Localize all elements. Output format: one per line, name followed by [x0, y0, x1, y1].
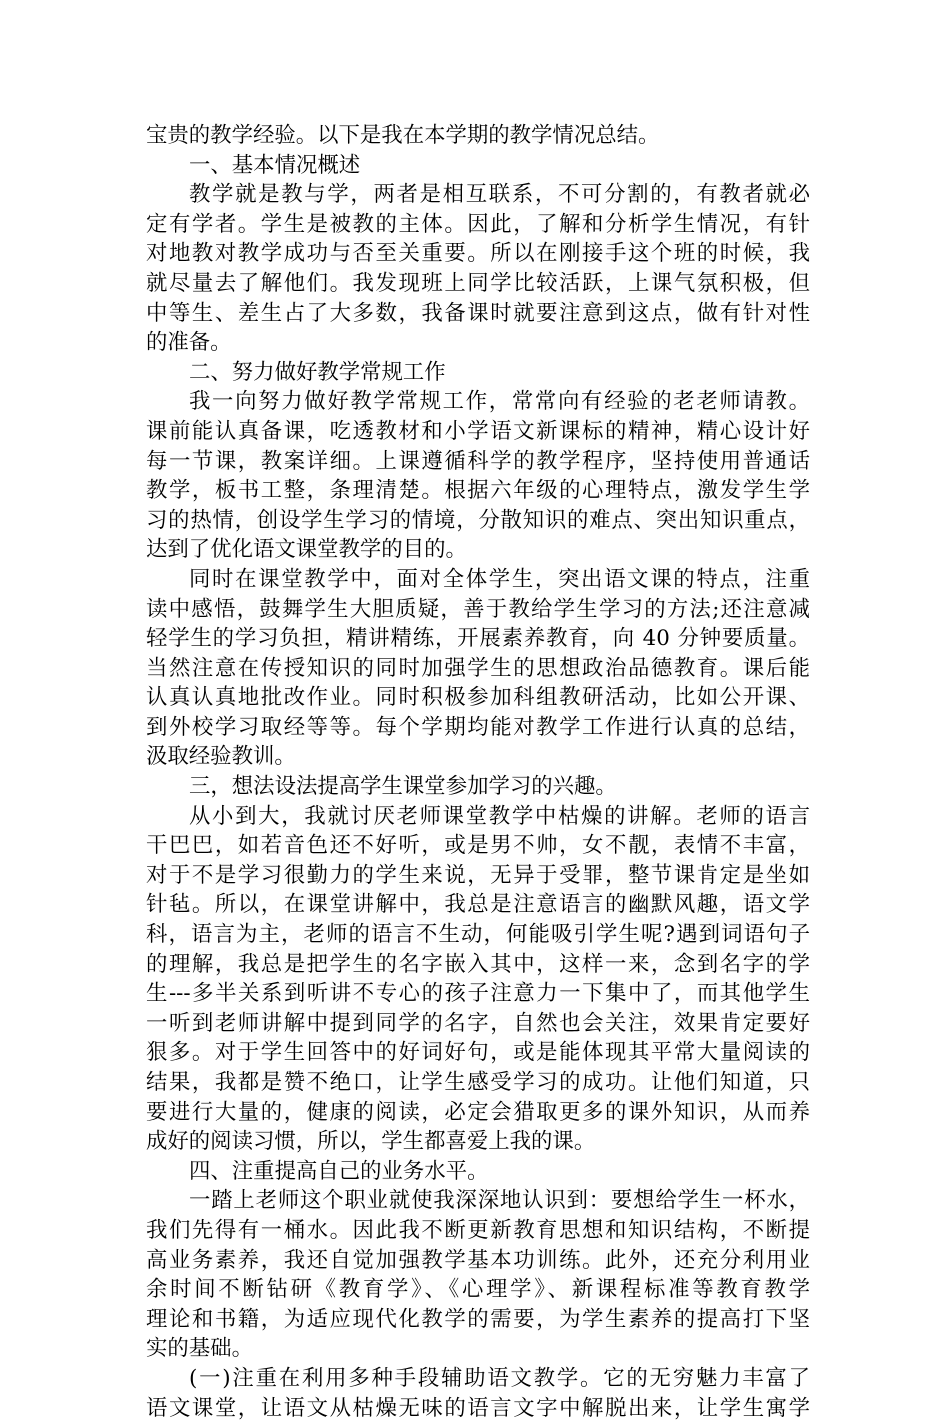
text-line: 实的基础。	[146, 1336, 253, 1362]
text-line: 就尽量去了解他们。我发现班上同学比较活跃，上课气氛积极，但	[146, 270, 810, 296]
text-line: 狠多。对于学生回答中的好词好句，或是能体现其平常大量阅读的	[146, 1040, 810, 1066]
text-line: 达到了优化语文课堂教学的目的。	[146, 537, 467, 563]
text-line: 高业务素养，我还自觉加强教学基本功训练。此外，还充分利用业	[146, 1247, 810, 1273]
text-line: 三，想法设法提高学生课堂参加学习的兴趣。	[189, 774, 617, 800]
text-line: 二、努力做好教学常规工作	[189, 359, 446, 385]
text-line: 一听到老师讲解中提到同学的名字，自然也会关注，效果肯定要好	[146, 1010, 810, 1036]
text-line: 对于不是学习很勤力的学生来说，无异于受罪，整节课肯定是坐如	[146, 862, 810, 888]
text-line: 生---多半关系到听讲不专心的孩子注意力一下集中了，而其他学生	[146, 981, 810, 1007]
text-line: 课前能认真备课，吃透教材和小学语文新课标的精神，精心设计好	[146, 418, 810, 444]
text-line: 轻学生的学习负担，精讲精练，开展素养教育，向 40 分钟要质量。	[146, 626, 810, 652]
text-line: 教学就是教与学，两者是相互联系，不可分割的，有教者就必	[189, 182, 810, 208]
text-line: 习的热情，创设学生学习的情境，分散知识的难点、突出知识重点，	[146, 507, 810, 533]
text-line: (一)注重在利用多种手段辅助语文教学。它的无穷魅力丰富了	[189, 1365, 810, 1391]
text-line: 四、注重提高自己的业务水平。	[189, 1158, 489, 1184]
text-line: 当然注意在传授知识的同时加强学生的思想政治品德教育。课后能	[146, 655, 810, 681]
text-line: 结果，我都是赞不绝口，让学生感受学习的成功。让他们知道，只	[146, 1070, 810, 1095]
text-line: 余时间不断钻研《教育学》、《心理学》、新课程标准等教育教学	[146, 1277, 810, 1303]
text-line: 汲取经验教训。	[146, 744, 296, 770]
text-line: 对地教对教学成功与否至关重要。所以在刚接手这个班的时候，我	[146, 241, 810, 267]
text-line: 我们先得有一桶水。因此我不断更新教育思想和知识结构，不断提	[146, 1217, 810, 1243]
text-line: 一踏上老师这个职业就使我深深地认识到：要想给学生一杯水，	[189, 1188, 810, 1214]
text-line: 到外校学习取经等等。每个学期均能对教学工作进行认真的总结，	[146, 714, 810, 740]
text-line: 每一节课，教案详细。上课遵循科学的教学程序，坚持使用普通话	[146, 448, 810, 474]
text-line: 干巴巴，如若音色还不好听，或是男不帅，女不靓，表情不丰富，	[146, 833, 810, 859]
text-line: 教学，板书工整，条理清楚。根据六年级的心理特点，激发学生学	[146, 478, 810, 504]
text-line: 从小到大，我就讨厌老师课堂教学中枯燥的讲解。老师的语言	[189, 803, 810, 829]
text-line: 针毡。所以，在课堂讲解中，我总是注意语言的幽默风趣，语文学	[146, 892, 810, 918]
text-line: 成好的阅读习惯，所以，学生都喜爱上我的课。	[146, 1129, 596, 1155]
text-line: 科，语言为主，老师的语言不生动，何能吸引学生呢?遇到词语句子	[146, 922, 810, 948]
text-line: 要进行大量的，健康的阅读，必定会猎取更多的课外知识，从而养	[146, 1099, 810, 1125]
text-line: 读中感悟，鼓舞学生大胆质疑，善于教给学生学习的方法;还注意减	[146, 596, 810, 622]
text-line: 的准备。	[146, 330, 232, 356]
text-line: 同时在课堂教学中，面对全体学生，突出语文课的特点，注重	[189, 566, 810, 592]
text-line: 宝贵的教学经验。以下是我在本学期的教学情况总结。	[146, 123, 660, 148]
text-line: 中等生、差生占了大多数，我备课时就要注意到这点，做有针对性	[146, 300, 810, 326]
text-line: 的理解，我总是把学生的名字嵌入其中，这样一来，念到名字的学	[146, 951, 810, 977]
text-line: 理论和书籍，为适应现代化教学的需要，为学生素养的提高打下坚	[146, 1306, 810, 1332]
text-line: 我一向努力做好教学常规工作，常常向有经验的老老师请教。	[189, 389, 810, 415]
text-line: 定有学者。学生是被教的主体。因此，了解和分析学生情况，有针	[146, 211, 810, 237]
text-line: 认真认真地批改作业。同时积极参加科组教研活动，比如公开课、	[146, 685, 810, 711]
text-line: 一、基本情况概述	[189, 152, 361, 178]
document-body-text	[146, 121, 810, 1423]
text-line: 语文课堂，让语文从枯燥无味的语言文字中解脱出来，让学生寓学	[146, 1395, 810, 1421]
